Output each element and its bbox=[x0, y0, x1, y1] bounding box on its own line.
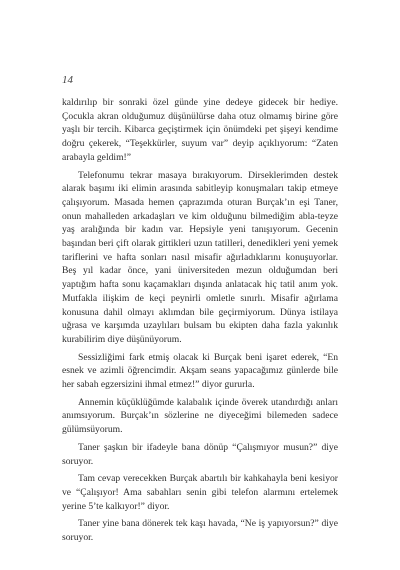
paragraph: Annemin küçüklüğümde kalabalık içinde överek utandırdığı anları anımsıyorum. Burçak’ın sözlerine ne diyeceğimi bilemeden sadece gülümsüyorum. bbox=[62, 396, 338, 436]
paragraph: Taner yine bana dönerek tek kaşı havada, “Ne iş yapıyorsun?” diye soruyor. bbox=[62, 518, 338, 544]
paragraph: Taner şaşkın bir ifadeyle bana dönüp “Çalışmıyor musun?” diye soruyor. bbox=[62, 441, 338, 467]
paragraph: Telefonumu tekrar masaya bırakıyorum. Dirseklerimden destek alarak başımı iki elimin arasında sabitleyip konuşmaları takip etmeye çalışıyorum. Masada hemen çaprazımda oturan Burçak’ın eşi Taner, onun mahalleden arkadaşları ve kim olduğunu bilmediğim abla-teyze yaş aralığında bir kadın var. Hepsiyle yeni tanışıyorum. Gecenin başından beri çift olarak gittikleri uzun tatilleri, denedikleri yeni yemek tariflerini ve hafta sonları nasıl misafir ağırladıklarını konuşuyorlar. Beş yıl kadar önce, yani üniversiteden mezun olduğumdan beri yaptığım hafta sonu kaçamakları dışında anlatacak hiç tatil anım yok. Mutfakla ilişkim de keçi peynirli omletle sınırlı. Misafir ağırlama konusuna dahil olmayı aklımdan bile geçirmiyorum. Dünya istilaya uğrasa ve karşımda uzaylıları bulsam bu ekipten daha fazla yakınlık kurabilirim diye düşünüyorum. bbox=[62, 169, 338, 345]
body-text bbox=[62, 96, 338, 549]
page-number: 14 bbox=[62, 74, 73, 86]
paragraph: Sessizliğimi fark etmiş olacak ki Burçak beni işaret ederek, “En esnek ve azimli öğrencimdir. Akşam seans yapacağımız günlerde bile her sabah egzersizini ihmal etmez!” diyor gururla. bbox=[62, 351, 338, 391]
paragraph: Tam cevap verecekken Burçak abartılı bir kahkahayla beni kesiyor ve “Çalışıyor! Ama sabahları senin gibi telefon alarmını ertelemek yerine 5’te kalkıyor!” diyor. bbox=[62, 473, 338, 512]
paragraph: kaldırılıp bir sonraki özel günde yine dedeye gidecek bir hediye. Çocukla akran olduğumuz düşünülürse daha otuz olmamış birine göre yaşlı bir tercih. Kibarca geçiştirmek için önümdeki pet şişeyi kendime doğru çekerek, “Teşekkürler, suyum var” deyip açıklıyorum: “Zaten arabayla geldim!” bbox=[62, 97, 338, 163]
